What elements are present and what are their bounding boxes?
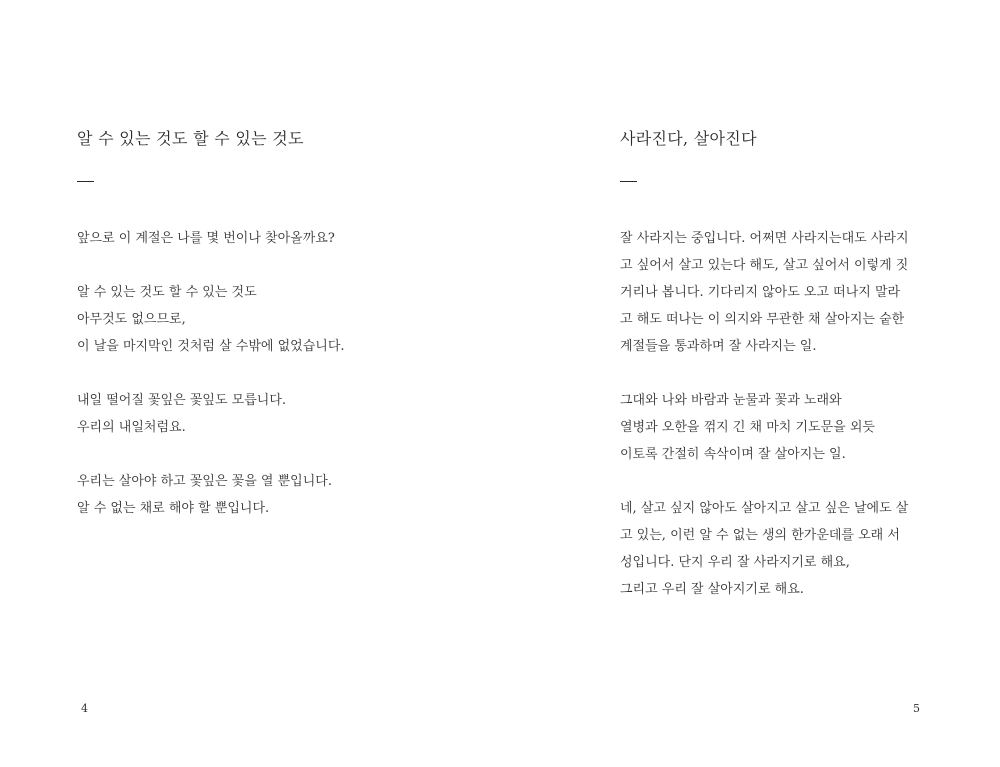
stanza [77, 229, 407, 256]
title-dash-divider [620, 181, 637, 182]
stanza [77, 391, 407, 445]
stanza [620, 499, 950, 607]
right-page-title: 사라진다, 살아진다 [620, 129, 757, 148]
text-line: 우리는 살아야 하고 꽃잎은 꽃을 열 뿐입니다. [77, 474, 332, 489]
left-page-body [77, 229, 407, 553]
text-line: 계절들을 통과하며 잘 사라지는 일. [620, 339, 817, 354]
text-line: 알 수 없는 채로 해야 할 뿐입니다. [77, 501, 270, 516]
text-line: 우리의 내일처럼요. [77, 420, 186, 435]
stanza [620, 391, 950, 472]
stanza [620, 229, 950, 364]
text-line: 앞으로 이 계절은 나를 몇 번이나 찾아올까요? [77, 231, 335, 246]
text-line: 열병과 오한을 꺾지 긴 채 마치 기도문을 외듯 [620, 420, 875, 435]
right-page [500, 0, 1000, 767]
text-line: 이토록 간절히 속삭이며 잘 살아지는 일. [620, 447, 846, 462]
text-line: 그대와 나와 바람과 눈물과 꽃과 노래와 [620, 393, 842, 408]
text-line: 고 해도 떠나는 이 의지와 무관한 채 살아지는 숱한 [620, 312, 905, 327]
right-page-body [620, 229, 950, 634]
text-line: 아무것도 없으므로, [77, 312, 186, 327]
stanza [77, 472, 407, 526]
left-page-title: 알 수 있는 것도 할 수 있는 것도 [77, 129, 304, 148]
text-line: 거리나 봅니다. 기다리지 않아도 오고 떠나지 말라 [620, 285, 901, 300]
page-number: 4 [81, 702, 88, 715]
page-number: 5 [913, 702, 920, 715]
text-line: 성입니다. 단지 우리 잘 사라지기로 해요, [620, 555, 850, 570]
text-line: 이 날을 마지막인 것처럼 살 수밖에 없었습니다. [77, 339, 345, 354]
stanza [77, 283, 407, 364]
text-line: 그리고 우리 잘 살아지기로 해요. [620, 582, 804, 597]
text-line: 내일 떨어질 꽃잎은 꽃잎도 모릅니다. [77, 393, 287, 408]
text-line: 네, 살고 싶지 않아도 살아지고 살고 싶은 날에도 살 [620, 501, 909, 516]
text-line: 고 있는, 이런 알 수 없는 생의 한가운데를 오래 서 [620, 528, 900, 543]
text-line: 알 수 있는 것도 할 수 있는 것도 [77, 285, 257, 300]
title-dash-divider [77, 181, 94, 182]
text-line: 잘 사라지는 중입니다. 어쩌면 사라지는대도 사라지 [620, 231, 909, 246]
text-line: 고 싶어서 살고 있는다 해도, 살고 싶어서 이렇게 짓 [620, 258, 909, 273]
